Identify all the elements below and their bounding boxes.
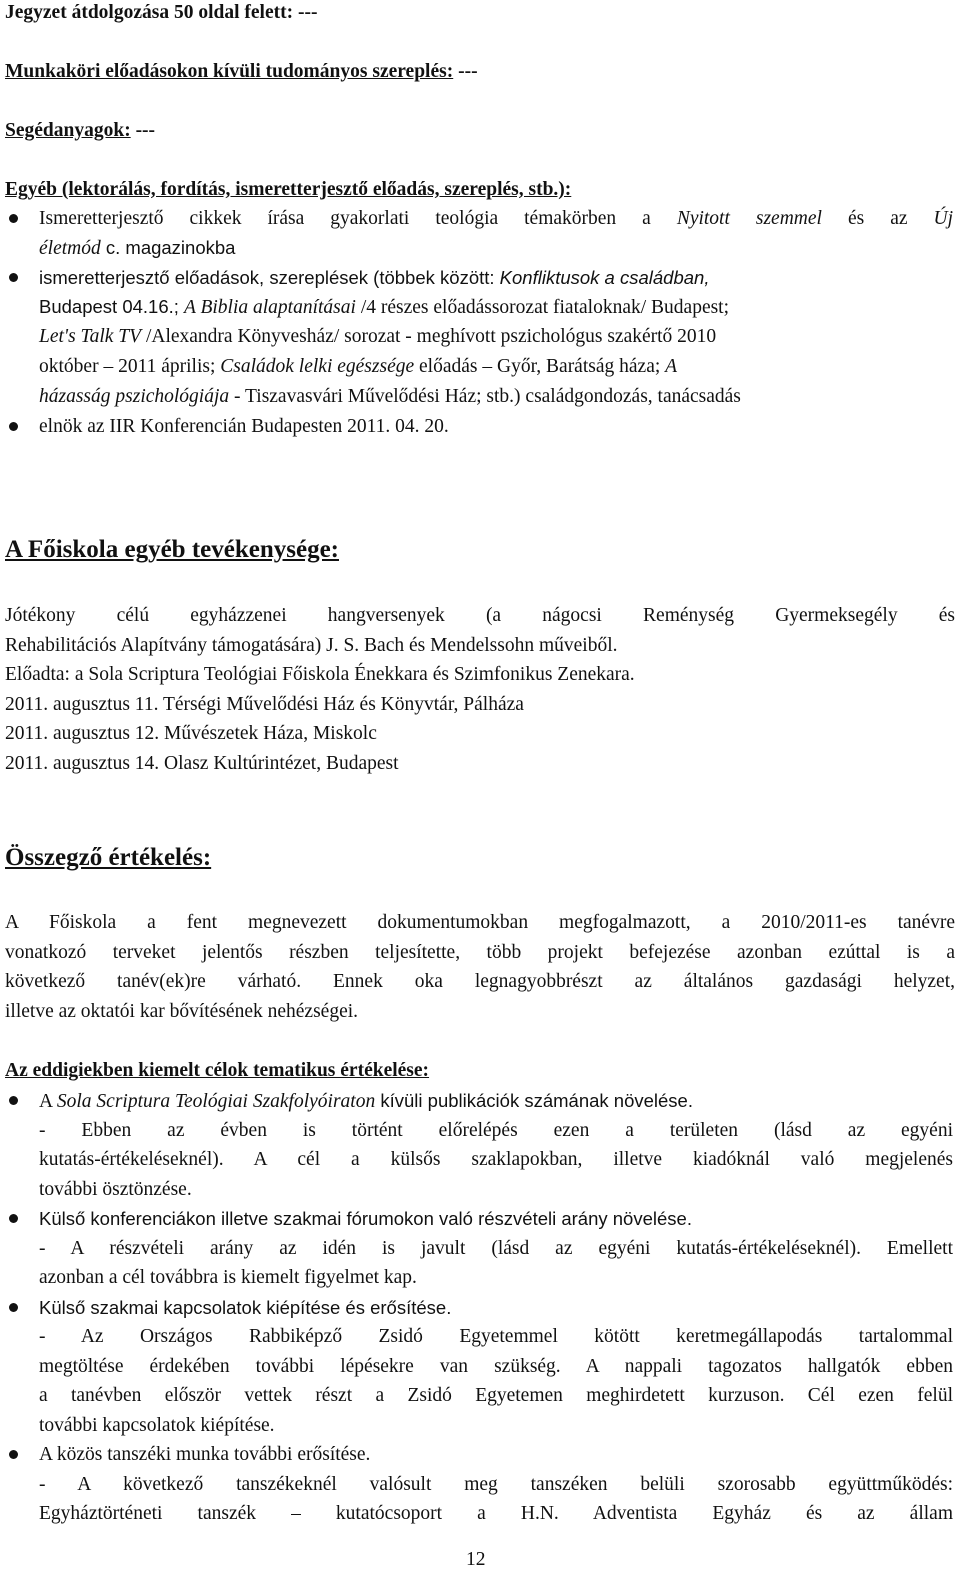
auxiliary-materials-label: Segédanyagok:	[5, 120, 131, 141]
paragraph-line: következő tanév(ek)re várható. Ennek oka legnagyobbrészt az általános gazdasági helyzet,	[5, 971, 955, 992]
extra-scientific-value: ---	[453, 61, 478, 82]
paragraph-line: A Főiskola a fent megnevezett dokumentumokban megfogalmazott, a 2010/2011-es tanévre	[5, 912, 955, 933]
list-item-text: életmód	[39, 238, 101, 259]
list-item-continued	[39, 322, 716, 352]
list-item-text: - Tiszavasvári Művelődési Ház; stb.) családgondozás, tanácsadás	[229, 386, 741, 407]
list-item-text: A	[39, 1091, 57, 1112]
list-item-text: A	[665, 356, 678, 377]
bullet-icon	[9, 1214, 18, 1223]
list-item-text: Konfliktusok a családban,	[499, 267, 710, 288]
auxiliary-materials-value: ---	[130, 120, 156, 141]
list-item-continued: - A részvételi arány az idén is javult (lásd az egyéni kutatás-értékeléseknél). Emellett	[39, 1238, 953, 1259]
list-item-text: Új	[933, 208, 953, 229]
bullet-icon	[9, 1096, 18, 1105]
list-item-continued: további kapcsolatok kiépítése.	[39, 1415, 275, 1436]
paragraph-line: illetve az oktatói kar bővítésének nehézségei.	[5, 1001, 359, 1022]
other-activities-label: Egyéb (lektorálás, fordítás, ismeretterjesztő előadás, szereplés, stb.):	[5, 179, 572, 200]
list-item-continued	[39, 233, 235, 264]
extra-scientific-line	[5, 57, 478, 87]
bullet-icon	[9, 1450, 18, 1459]
paragraph-line: 2011. augusztus 11. Térségi Művelődési Ház és Könyvtár, Pálháza	[5, 694, 524, 715]
list-item	[39, 1086, 693, 1117]
list-item-continued: - Az Országos Rabbiképző Zsidó Egyetemmel kötött keretmegállapodás tartalommal	[39, 1326, 953, 1347]
list-item-continued: - Ebben az évben is történt előrelépés ezen a területen (lásd az egyéni	[39, 1120, 953, 1141]
list-item-text: kívüli publikációk számának növelése.	[375, 1090, 693, 1111]
list-item-continued: kutatás-értékeléseknél). A cél a külsős szaklapokban, illetve kiadóknál való megjelenés	[39, 1149, 953, 1170]
list-item-text: Ismeretterjesztő cikkek írása gyakorlati teológia témakörben a	[39, 208, 677, 229]
list-item-continued: Egyháztörténeti tanszék – kutatócsoport a H.N. Adventista Egyház és az állam	[39, 1503, 953, 1524]
list-item: Külső szakmai kapcsolatok kiépítése és erősítése.	[39, 1297, 452, 1318]
list-item-continued	[39, 352, 677, 382]
list-item-text: ismeretterjesztő előadások, szereplések (többek között:	[39, 267, 500, 288]
list-item	[39, 204, 953, 234]
list-item-text: c. magazinokba	[100, 237, 236, 258]
section-heading-goals-evaluation: Az eddigiekben kiemelt célok tematikus értékelése:	[5, 1060, 430, 1081]
list-item-continued: a tanévben először vettek részt a Zsidó Egyetemen meghirdetett kurzuson. Cél ezen felül	[39, 1385, 953, 1406]
notes-revision-label: Jegyzet átdolgozása 50 oldal felett:	[5, 2, 294, 23]
list-item	[39, 263, 709, 293]
paragraph-line: Jótékony célú egyházzenei hangversenyek (a nágocsi Reménység Gyermeksegély és	[5, 605, 955, 626]
section-heading-summary: Összegző értékelés:	[5, 844, 212, 871]
list-item-text: /Alexandra Könyvesház/ sorozat - meghívott pszichológus szakértő 2010	[141, 326, 717, 347]
list-item-text: /4 részes előadássorozat fiataloknak/ Budapest;	[355, 297, 730, 318]
list-item: A közös tanszéki munka további erősítése.	[39, 1444, 371, 1465]
list-item-text: előadás – Győr, Barátság háza;	[414, 356, 666, 377]
list-item-text: Budapest 04.16.;	[39, 296, 185, 317]
list-item	[39, 412, 449, 442]
section-heading-other-activities: A Főiskola egyéb tevékenysége:	[5, 536, 339, 563]
paragraph-line: Rehabilitációs Alapítvány támogatására) J. S. Bach és Mendelssohn műveiből.	[5, 635, 618, 656]
list-item-continued: azonban a cél továbbra is kiemelt figyelmet kap.	[39, 1267, 417, 1288]
list-item-text: Let's Talk TV	[39, 326, 142, 347]
page-number: 12	[466, 1549, 486, 1570]
bullet-icon	[9, 273, 18, 282]
notes-revision-value: ---	[293, 2, 318, 23]
list-item-text: Sola Scriptura Teológiai Szakfolyóiraton	[56, 1091, 376, 1112]
list-item-continued	[39, 292, 729, 323]
list-item: Külső konferenciákon illetve szakmai fórumokon való részvételi arány növelése.	[39, 1208, 692, 1229]
auxiliary-materials-line	[5, 116, 155, 146]
notes-revision-line	[5, 0, 317, 28]
bullet-icon	[9, 422, 18, 431]
list-item-continued: további ösztönzése.	[39, 1179, 192, 1200]
extra-scientific-label: Munkaköri előadásokon kívüli tudományos szereplés:	[5, 61, 454, 82]
bullet-icon	[9, 214, 18, 223]
paragraph-line: Előadta: a Sola Scriptura Teológiai Főiskola Énekkara és Szimfonikus Zenekara.	[5, 664, 635, 685]
list-item-text: Családok lelki egészsége	[220, 356, 415, 377]
other-activities-heading	[5, 175, 571, 205]
list-item-continued	[39, 382, 741, 412]
list-item-text: október – 2011 április;	[39, 356, 221, 377]
list-item-text: házasság pszichológiája	[39, 386, 230, 407]
list-item-text: A Biblia alaptanításai	[184, 297, 356, 318]
list-item-text: elnök az IIR Konferencián Budapesten 2011. 04. 20.	[39, 416, 449, 437]
list-item-continued: - A következő tanszékeknél valósult meg tanszéken belüli szorosabb együttműködés:	[39, 1474, 953, 1495]
paragraph-line: 2011. augusztus 14. Olasz Kultúrintézet, Budapest	[5, 753, 399, 774]
paragraph-line: vonatkozó terveket jelentős részben teljesítette, több projekt befejezése azonban ezúttal is a	[5, 942, 955, 963]
list-item-text: és az	[821, 208, 934, 229]
paragraph-line: 2011. augusztus 12. Művészetek Háza, Miskolc	[5, 723, 377, 744]
list-item-continued: megtöltése érdekében további lépésekre van szükség. A nappali tagozatos hallgatók ebben	[39, 1356, 953, 1377]
list-item-text: Nyitott szemmel	[676, 208, 822, 229]
bullet-icon	[9, 1303, 18, 1312]
